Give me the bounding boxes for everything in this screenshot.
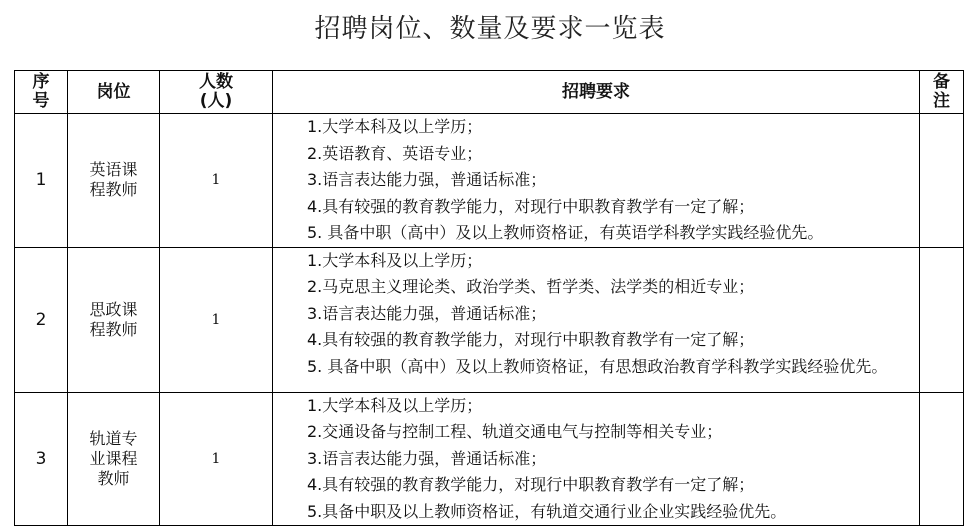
row-position: 轨道专业课程教师 — [68, 392, 160, 526]
row-note — [920, 247, 964, 392]
table-header-row — [15, 71, 964, 114]
requirement-line: 3.语言表达能力强，普通话标准； — [307, 170, 547, 189]
requirement-line: 2.英语教育、英语专业； — [307, 143, 483, 163]
row-note — [920, 114, 964, 248]
header-note: 备注 — [920, 71, 964, 114]
row-count: 1 — [160, 392, 273, 526]
header-requirements: 招聘要求 — [273, 71, 920, 114]
table-row — [15, 247, 964, 392]
row-requirements — [273, 392, 920, 526]
page-title: 招聘岗位、数量及要求一览表 — [314, 14, 666, 44]
row-requirements — [273, 114, 920, 248]
requirement-line: 5. 具备中职（高中）及以上教师资格证，有英语学科教学实践经验优先。 — [307, 223, 824, 242]
recruitment-table — [14, 70, 964, 526]
requirement-line: 5.具备中职及以上教师资格证，有轨道交通行业企业实践经验优先。 — [307, 501, 787, 521]
table-row — [15, 392, 964, 526]
row-position: 思政课程教师 — [68, 247, 160, 392]
requirement-line: 4.具有较强的教育教学能力，对现行中职教育教学有一定了解； — [307, 196, 755, 216]
row-no: 3 — [15, 392, 68, 526]
requirement-line: 3.语言表达能力强，普通话标准； — [307, 448, 547, 468]
row-requirements — [273, 247, 920, 392]
row-no: 1 — [15, 114, 68, 248]
row-no: 2 — [15, 247, 68, 392]
row-count: 1 — [160, 114, 273, 248]
requirement-line: 1.大学本科及以上学历； — [307, 250, 483, 270]
table-row — [15, 114, 964, 248]
row-note — [920, 392, 964, 526]
requirement-line: 4.具有较强的教育教学能力，对现行中职教育教学有一定了解； — [307, 330, 755, 349]
row-position: 英语课程教师 — [68, 114, 160, 248]
requirement-line: 5. 具备中职（高中）及以上教师资格证，有思想政治教育学科教学实践经验优先。 — [307, 356, 888, 376]
requirement-line: 2.马克思主义理论类、政治学类、哲学类、法学类的相近专业； — [307, 277, 755, 296]
requirement-line: 2.交通设备与控制工程、轨道交通电气与控制等相关专业； — [307, 422, 723, 441]
requirement-line: 3.语言表达能力强，普通话标准； — [307, 303, 547, 323]
requirement-line: 1.大学本科及以上学历； — [307, 395, 483, 415]
requirement-line: 1.大学本科及以上学历； — [307, 117, 483, 136]
row-count: 1 — [160, 247, 273, 392]
header-position: 岗位 — [68, 71, 160, 114]
requirement-line: 4.具有较强的教育教学能力，对现行中职教育教学有一定了解； — [307, 475, 755, 494]
header-no: 序号 — [15, 71, 68, 114]
header-count: 人数(人) — [160, 71, 273, 114]
